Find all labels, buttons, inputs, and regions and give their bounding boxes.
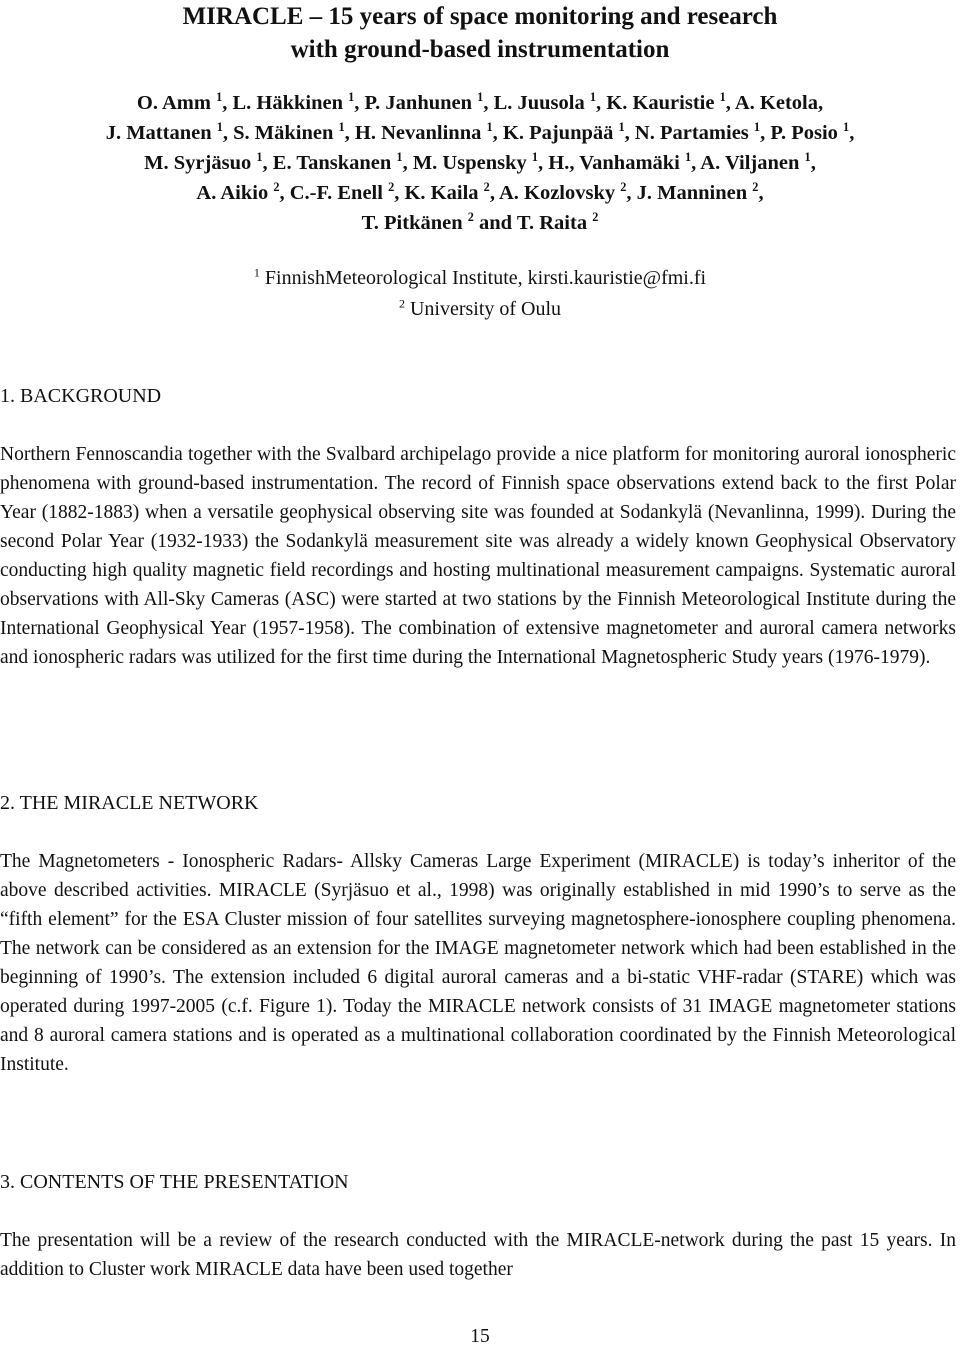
page-number: 15 xyxy=(470,1326,490,1347)
author-name: P. Janhunen xyxy=(364,92,473,114)
author-affiliation-number: 1 xyxy=(348,90,355,105)
author-line: M. Syrjäsuo $^1$, E. Tanskanen $^1$, M. Uspensky $^1$, H., Vanhamäki $^1$, A. Viljanen $^1$, xyxy=(144,150,816,174)
author-name: M. Syrjäsuo xyxy=(144,152,252,174)
author-name: A. Kozlovsky xyxy=(498,182,616,204)
author-name: C.-F. Enell xyxy=(289,182,383,204)
author-name: K. Pajunpää xyxy=(502,122,614,144)
author-affiliation-number: 2 xyxy=(620,180,627,195)
author-affiliation-number: 2 xyxy=(273,180,280,195)
section-body-background: Northern Fennoscandia together with the Svalbard archipelago provide a nice platform for monitoring auroral ionospheric phenomena with ground-based instrumentation. The record of Finnish space observations extend back to the first Polar Year (1882-1883) when a versatile geophysical observing site was founded at Sodankylä (Nevanlinna, 1999). During the second Polar Year (1932-1933) the Sodankylä measurement site was already a widely known Geophysical Observatory conducting high quality magnetic field recordings and hosting multinational measurement campaigns. Systematic auroral observations with All-Sky Cameras (ASC) were started at two stations by the Finnish Meteorological Institute during the International Geophysical Year (1957-1958). The combination of extensive magnetometer and auroral camera networks and ionospheric radars was utilized for the first time during the International Magnetospheric Study years (1976-1979). xyxy=(0,444,956,668)
author-name: J. Manninen xyxy=(636,182,748,204)
paper-title xyxy=(0,0,960,66)
author-name: K. Kauristie xyxy=(606,92,715,114)
affiliation-2 xyxy=(0,296,960,322)
author-affiliation-number: 2 xyxy=(483,180,490,195)
author-line: A. Aikio $^2$, C.-F. Enell $^2$, K. Kaila $^2$, A. Kozlovsky $^2$, J. Manninen $^2$, xyxy=(196,180,764,204)
author-name: M. Uspensky xyxy=(412,152,527,174)
title-line-2: with ground-based instrumentation xyxy=(290,36,670,63)
author-affiliation-number: 1 xyxy=(804,150,811,165)
author-name: S. Mäkinen xyxy=(233,122,334,144)
author-affiliation-number: 1 xyxy=(719,90,726,105)
author-name: K. Kaila xyxy=(404,182,479,204)
affiliation-number: 2 xyxy=(398,296,405,311)
author-affiliation-number: 1 xyxy=(843,120,850,135)
section-heading-background: 1. BACKGROUND xyxy=(0,385,162,407)
author-name: P. Posio xyxy=(770,122,838,144)
author-name: E. Tanskanen xyxy=(272,152,392,174)
author-affiliation-number: 2 xyxy=(388,180,395,195)
author-line: J. Mattanen $^1$, S. Mäkinen $^1$, H. Nevanlinna $^1$, K. Pajunpää $^1$, N. Partamies $^1$, P. Posio $^1$, xyxy=(105,120,855,144)
author-name: A. Viljanen xyxy=(700,152,800,174)
author-affiliation-number: 1 xyxy=(618,120,625,135)
author-affiliation-number: 1 xyxy=(685,150,692,165)
author-line: O. Amm $^1$, L. Häkkinen $^1$, P. Janhunen $^1$, L. Juusola $^1$, K. Kauristie $^1$, A. Ketola, xyxy=(136,90,824,114)
author-affiliation-number: 2 xyxy=(752,180,759,195)
affiliation-text: University of Oulu xyxy=(409,298,562,320)
author-name: L. Häkkinen xyxy=(232,92,343,114)
section-body-contents: The presentation will be a review of the research conducted with the MIRACLE-network during the past 15 years. In addition to Cluster work MIRACLE data have been used together xyxy=(0,1230,956,1280)
author-name: O. Amm xyxy=(136,92,211,114)
author-affiliation-number: 1 xyxy=(589,90,596,105)
author-affiliation-number: 1 xyxy=(477,90,484,105)
affiliation-number: 1 xyxy=(253,265,260,280)
author-line: T. Pitkänen $^2$ and T. Raita $^2$ xyxy=(361,210,599,234)
title-line-1: MIRACLE – 15 years of space monitoring and research xyxy=(182,3,778,30)
author-affiliation-number: 2 xyxy=(592,210,599,225)
author-affiliation-number: 1 xyxy=(531,150,539,165)
author-affiliation-number: 1 xyxy=(216,120,223,135)
affiliation-1 xyxy=(0,265,960,291)
author-name: J. Mattanen xyxy=(105,122,212,144)
author-affiliation-number: 1 xyxy=(753,120,761,135)
author-affiliation-number: 1 xyxy=(486,120,493,135)
section-heading-contents: 3. CONTENTS OF THE PRESENTATION xyxy=(0,1171,349,1193)
author-name: T. Pitkänen xyxy=(361,212,463,234)
author-name: A. Aikio xyxy=(196,182,269,204)
author-name: A. Ketola, xyxy=(734,92,824,114)
author-name: T. Raita xyxy=(516,212,588,234)
author-name: H., Vanhamäki xyxy=(548,152,680,174)
author-affiliation-number: 1 xyxy=(216,90,223,105)
author-name: H. Nevanlinna xyxy=(354,122,482,144)
author-affiliation-number: 1 xyxy=(256,150,263,165)
affiliation-text: FinnishMeteorological Institute, kirsti.kauristie@fmi.fi xyxy=(264,267,707,289)
author-list xyxy=(0,88,960,238)
section-heading-miracle-network: 2. THE MIRACLE NETWORK xyxy=(0,792,259,814)
author-name: L. Juusola xyxy=(493,92,585,114)
author-affiliation-number: 1 xyxy=(396,150,403,165)
author-affiliation-number: 2 xyxy=(467,210,474,225)
section-body-miracle-network: The Magnetometers - Ionospheric Radars- Allsky Cameras Large Experiment (MIRACLE) is today’s inheritor of the above described activities. MIRACLE (Syrjäsuo et al., 1998) was originally established in mid 1990’s to serve as the “fifth element” for the ESA Cluster mission of four satellites surveying magnetosphere-ionosphere coupling phenomena. The network can be considered as an extension for the IMAGE magnetometer network which had been established in the beginning of 1990’s. The extension included 6 digital auroral cameras and a bi-static VHF-radar (STARE) which was operated during 1997-2005 (c.f. Figure 1). Today the MIRACLE network consists of 31 IMAGE magnetometer stations and 8 auroral camera stations and is operated as a multinational collaboration coordinated by the Finnish Meteorological Institute. xyxy=(0,851,956,1075)
author-affiliation-number: 1 xyxy=(338,120,345,135)
author-name: N. Partamies xyxy=(634,122,749,144)
